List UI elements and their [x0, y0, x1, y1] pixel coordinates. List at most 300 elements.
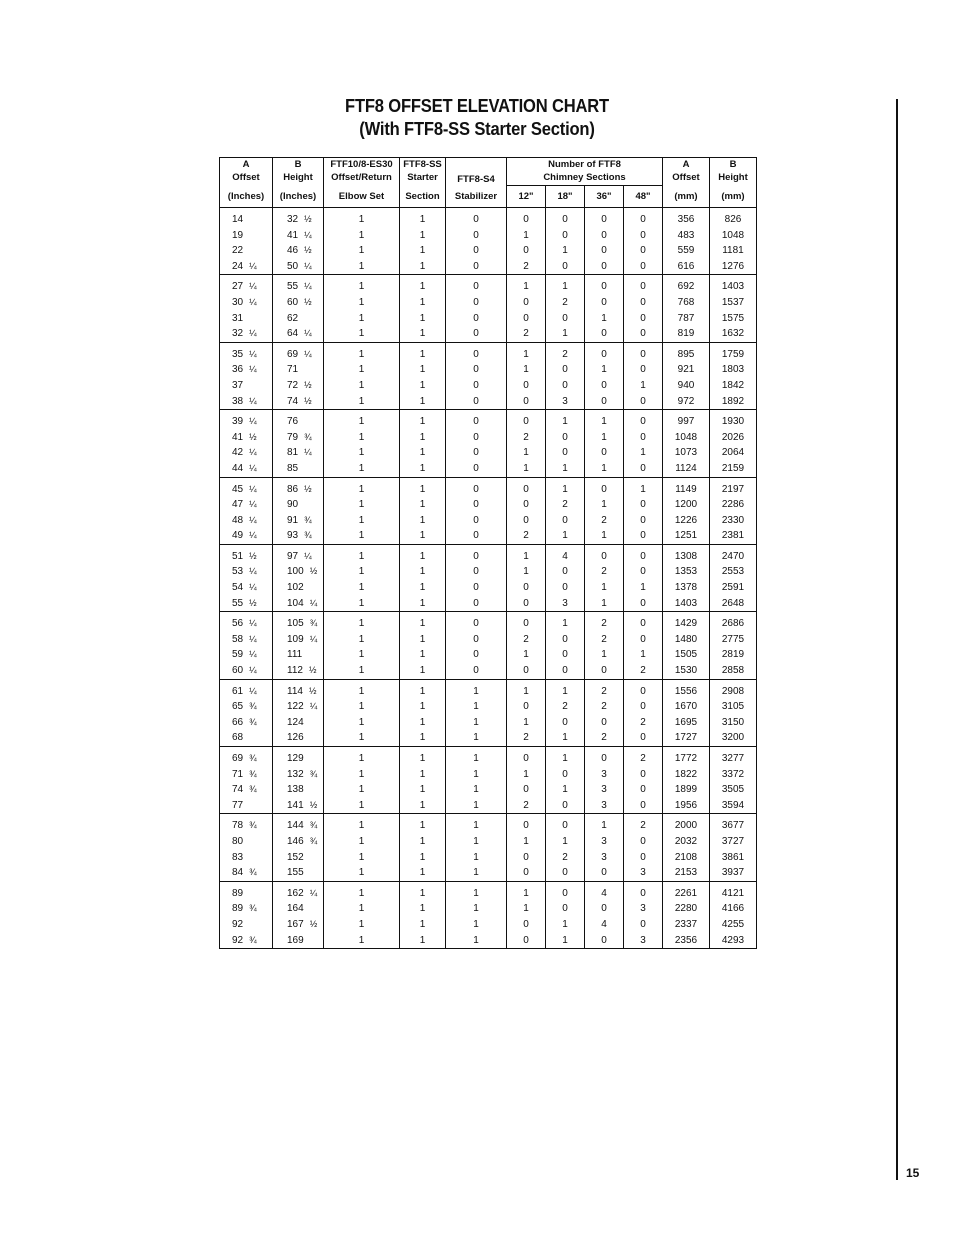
cell-18: 1 [546, 933, 585, 949]
cell-height-in: 169 [273, 933, 324, 949]
cell-12: 0 [507, 782, 546, 798]
cell-48: 0 [624, 564, 663, 580]
cell-offset-in: 47 ¼ [220, 497, 273, 513]
cell-12: 1 [507, 881, 546, 901]
col-amm-head: A Offset [663, 158, 710, 186]
cell-height-in: 74 ½ [273, 394, 324, 410]
cell-12: 0 [507, 295, 546, 311]
cell-stabilizer: 0 [446, 663, 507, 679]
cell-stabilizer: 0 [446, 528, 507, 544]
cell-36: 1 [585, 362, 624, 378]
cell-12: 1 [507, 342, 546, 362]
cell-starter: 1 [400, 477, 446, 497]
table-row [220, 410, 757, 430]
cell-height-in: 41 ¼ [273, 228, 324, 244]
cell-elbow: 1 [324, 814, 400, 834]
cell-12: 0 [507, 410, 546, 430]
cell-48: 1 [624, 580, 663, 596]
cell-height-mm: 3505 [710, 782, 757, 798]
cell-36: 0 [585, 933, 624, 949]
cell-36: 4 [585, 881, 624, 901]
cell-offset-mm: 2337 [663, 917, 710, 933]
cell-offset-in: 69 ¾ [220, 747, 273, 767]
cell-height-mm: 2026 [710, 430, 757, 446]
cell-offset-in: 48 ¼ [220, 513, 273, 529]
cell-height-in: 60 ½ [273, 295, 324, 311]
cell-48: 0 [624, 342, 663, 362]
cell-offset-mm: 1670 [663, 699, 710, 715]
cell-48: 1 [624, 477, 663, 497]
cell-18: 1 [546, 730, 585, 746]
cell-36: 0 [585, 228, 624, 244]
cell-18: 4 [546, 544, 585, 564]
cell-stabilizer: 0 [446, 580, 507, 596]
cell-offset-mm: 1200 [663, 497, 710, 513]
title-line-2: (With FTF8-SS Starter Section) [359, 119, 595, 139]
cell-48: 0 [624, 834, 663, 850]
col-sections-head: Number of FTF8 Chimney Sections [507, 158, 663, 186]
cell-starter: 1 [400, 394, 446, 410]
col-bmm-unit: (mm) [710, 186, 757, 208]
cell-18: 0 [546, 580, 585, 596]
table-row [220, 679, 757, 699]
table-row [220, 647, 757, 663]
cell-stabilizer: 1 [446, 881, 507, 901]
table-row [220, 295, 757, 311]
cell-18: 0 [546, 378, 585, 394]
cell-starter: 1 [400, 798, 446, 814]
cell-18: 0 [546, 259, 585, 275]
cell-starter: 1 [400, 295, 446, 311]
cell-offset-in: 92 [220, 917, 273, 933]
cell-offset-mm: 1353 [663, 564, 710, 580]
cell-elbow: 1 [324, 295, 400, 311]
cell-18: 0 [546, 311, 585, 327]
cell-12: 2 [507, 326, 546, 342]
cell-offset-mm: 2356 [663, 933, 710, 949]
cell-offset-mm: 940 [663, 378, 710, 394]
cell-starter: 1 [400, 917, 446, 933]
cell-elbow: 1 [324, 850, 400, 866]
cell-48: 0 [624, 208, 663, 228]
cell-18: 1 [546, 477, 585, 497]
cell-height-in: 46 ½ [273, 243, 324, 259]
cell-18: 2 [546, 342, 585, 362]
cell-elbow: 1 [324, 865, 400, 881]
cell-48: 0 [624, 497, 663, 513]
cell-elbow: 1 [324, 430, 400, 446]
cell-18: 1 [546, 917, 585, 933]
cell-starter: 1 [400, 901, 446, 917]
cell-starter: 1 [400, 834, 446, 850]
cell-elbow: 1 [324, 326, 400, 342]
cell-48: 0 [624, 326, 663, 342]
cell-offset-in: 71 ¾ [220, 767, 273, 783]
cell-height-mm: 3594 [710, 798, 757, 814]
cell-12: 1 [507, 901, 546, 917]
cell-12: 0 [507, 394, 546, 410]
cell-height-in: 100 ½ [273, 564, 324, 580]
cell-stabilizer: 1 [446, 834, 507, 850]
cell-starter: 1 [400, 259, 446, 275]
cell-18: 0 [546, 445, 585, 461]
cell-48: 2 [624, 747, 663, 767]
cell-stabilizer: 1 [446, 699, 507, 715]
col-elbow-head: FTF10/8-ES30 Offset/Return [324, 158, 400, 186]
cell-stabilizer: 0 [446, 461, 507, 477]
cell-18: 0 [546, 632, 585, 648]
cell-stabilizer: 0 [446, 326, 507, 342]
cell-starter: 1 [400, 564, 446, 580]
cell-18: 1 [546, 410, 585, 430]
cell-18: 1 [546, 834, 585, 850]
cell-height-mm: 4293 [710, 933, 757, 949]
cell-elbow: 1 [324, 580, 400, 596]
table-row [220, 497, 757, 513]
table-row [220, 445, 757, 461]
cell-height-mm: 1632 [710, 326, 757, 342]
cell-48: 2 [624, 715, 663, 731]
cell-48: 0 [624, 881, 663, 901]
cell-stabilizer: 1 [446, 782, 507, 798]
cell-18: 2 [546, 497, 585, 513]
cell-36: 1 [585, 580, 624, 596]
cell-height-mm: 4121 [710, 881, 757, 901]
cell-offset-mm: 1956 [663, 798, 710, 814]
cell-18: 0 [546, 430, 585, 446]
cell-elbow: 1 [324, 881, 400, 901]
cell-12: 0 [507, 933, 546, 949]
cell-36: 3 [585, 834, 624, 850]
cell-stabilizer: 0 [446, 632, 507, 648]
title-line-1: FTF8 OFFSET ELEVATION CHART [345, 96, 609, 116]
cell-stabilizer: 0 [446, 647, 507, 663]
cell-18: 0 [546, 798, 585, 814]
cell-elbow: 1 [324, 679, 400, 699]
cell-18: 0 [546, 228, 585, 244]
cell-18: 1 [546, 612, 585, 632]
col-b-unit: (Inches) [273, 186, 324, 208]
col-starter-sub: Section [400, 186, 446, 208]
cell-elbow: 1 [324, 311, 400, 327]
cell-12: 0 [507, 747, 546, 767]
cell-starter: 1 [400, 663, 446, 679]
cell-36: 1 [585, 461, 624, 477]
cell-offset-mm: 1556 [663, 679, 710, 699]
cell-height-mm: 1276 [710, 259, 757, 275]
cell-height-mm: 2381 [710, 528, 757, 544]
cell-height-mm: 2197 [710, 477, 757, 497]
cell-offset-in: 31 [220, 311, 273, 327]
cell-18: 0 [546, 901, 585, 917]
cell-height-mm: 2470 [710, 544, 757, 564]
cell-12: 0 [507, 663, 546, 679]
cell-offset-mm: 1480 [663, 632, 710, 648]
cell-starter: 1 [400, 461, 446, 477]
cell-elbow: 1 [324, 663, 400, 679]
cell-48: 1 [624, 445, 663, 461]
cell-elbow: 1 [324, 782, 400, 798]
cell-elbow: 1 [324, 243, 400, 259]
cell-starter: 1 [400, 410, 446, 430]
cell-elbow: 1 [324, 228, 400, 244]
col-bmm-head: B Height [710, 158, 757, 186]
cell-stabilizer: 1 [446, 679, 507, 699]
cell-offset-in: 56 ¼ [220, 612, 273, 632]
cell-offset-in: 41 ½ [220, 430, 273, 446]
cell-height-in: 129 [273, 747, 324, 767]
cell-offset-mm: 1530 [663, 663, 710, 679]
table-row [220, 326, 757, 342]
col-elbow-sub: Elbow Set [324, 186, 400, 208]
cell-elbow: 1 [324, 917, 400, 933]
cell-offset-in: 22 [220, 243, 273, 259]
cell-height-in: 141 ½ [273, 798, 324, 814]
cell-48: 0 [624, 782, 663, 798]
cell-48: 0 [624, 767, 663, 783]
cell-36: 0 [585, 326, 624, 342]
cell-height-mm: 1842 [710, 378, 757, 394]
cell-height-in: 114 ½ [273, 679, 324, 699]
cell-12: 1 [507, 544, 546, 564]
cell-elbow: 1 [324, 513, 400, 529]
cell-offset-mm: 1149 [663, 477, 710, 497]
cell-12: 0 [507, 865, 546, 881]
cell-elbow: 1 [324, 362, 400, 378]
cell-height-mm: 1930 [710, 410, 757, 430]
cell-36: 0 [585, 208, 624, 228]
cell-height-in: 50 ¼ [273, 259, 324, 275]
cell-height-in: 122 ¼ [273, 699, 324, 715]
cell-height-mm: 3727 [710, 834, 757, 850]
col-a-unit: (Inches) [220, 186, 273, 208]
cell-offset-mm: 1378 [663, 580, 710, 596]
cell-18: 1 [546, 747, 585, 767]
cell-18: 2 [546, 699, 585, 715]
table-row [220, 767, 757, 783]
cell-stabilizer: 1 [446, 747, 507, 767]
cell-elbow: 1 [324, 798, 400, 814]
cell-offset-in: 74 ¾ [220, 782, 273, 798]
cell-elbow: 1 [324, 715, 400, 731]
table-row [220, 798, 757, 814]
table-row [220, 243, 757, 259]
cell-stabilizer: 1 [446, 814, 507, 834]
cell-height-in: 72 ½ [273, 378, 324, 394]
cell-elbow: 1 [324, 647, 400, 663]
cell-36: 0 [585, 445, 624, 461]
cell-stabilizer: 0 [446, 430, 507, 446]
cell-offset-mm: 616 [663, 259, 710, 275]
col-amm-unit: (mm) [663, 186, 710, 208]
cell-starter: 1 [400, 767, 446, 783]
cell-48: 1 [624, 378, 663, 394]
cell-elbow: 1 [324, 730, 400, 746]
cell-elbow: 1 [324, 342, 400, 362]
cell-18: 1 [546, 243, 585, 259]
table-row [220, 715, 757, 731]
cell-36: 3 [585, 850, 624, 866]
table-row [220, 513, 757, 529]
table-row [220, 378, 757, 394]
cell-48: 3 [624, 933, 663, 949]
cell-48: 2 [624, 814, 663, 834]
cell-stabilizer: 0 [446, 243, 507, 259]
table-row [220, 564, 757, 580]
cell-elbow: 1 [324, 767, 400, 783]
cell-36: 1 [585, 814, 624, 834]
cell-offset-in: 27 ¼ [220, 275, 273, 295]
cell-offset-mm: 1308 [663, 544, 710, 564]
cell-elbow: 1 [324, 497, 400, 513]
table-row [220, 477, 757, 497]
cell-height-mm: 1892 [710, 394, 757, 410]
col-48-head: 48" [624, 186, 663, 208]
cell-12: 0 [507, 208, 546, 228]
table-row [220, 544, 757, 564]
cell-offset-mm: 2261 [663, 881, 710, 901]
cell-36: 0 [585, 901, 624, 917]
cell-height-mm: 2908 [710, 679, 757, 699]
table-row [220, 275, 757, 295]
cell-height-mm: 2648 [710, 596, 757, 612]
cell-offset-in: 60 ¼ [220, 663, 273, 679]
cell-12: 1 [507, 647, 546, 663]
cell-36: 0 [585, 747, 624, 767]
cell-48: 0 [624, 513, 663, 529]
table-row [220, 342, 757, 362]
cell-elbow: 1 [324, 259, 400, 275]
cell-height-mm: 1403 [710, 275, 757, 295]
cell-18: 1 [546, 528, 585, 544]
cell-stabilizer: 0 [446, 394, 507, 410]
cell-18: 1 [546, 782, 585, 798]
cell-12: 2 [507, 632, 546, 648]
cell-height-mm: 4166 [710, 901, 757, 917]
cell-36: 0 [585, 378, 624, 394]
cell-height-mm: 2591 [710, 580, 757, 596]
cell-offset-in: 39 ¼ [220, 410, 273, 430]
cell-offset-in: 53 ¼ [220, 564, 273, 580]
cell-18: 0 [546, 865, 585, 881]
cell-height-in: 85 [273, 461, 324, 477]
cell-18: 0 [546, 715, 585, 731]
table-row [220, 259, 757, 275]
cell-36: 0 [585, 342, 624, 362]
cell-stabilizer: 0 [446, 378, 507, 394]
cell-height-in: 90 [273, 497, 324, 513]
cell-height-mm: 1537 [710, 295, 757, 311]
cell-12: 1 [507, 228, 546, 244]
cell-offset-in: 36 ¼ [220, 362, 273, 378]
cell-offset-in: 44 ¼ [220, 461, 273, 477]
cell-height-in: 76 [273, 410, 324, 430]
cell-36: 0 [585, 865, 624, 881]
cell-36: 3 [585, 782, 624, 798]
cell-18: 2 [546, 295, 585, 311]
cell-height-mm: 1575 [710, 311, 757, 327]
cell-starter: 1 [400, 208, 446, 228]
table-row [220, 917, 757, 933]
cell-offset-mm: 768 [663, 295, 710, 311]
cell-12: 2 [507, 430, 546, 446]
cell-starter: 1 [400, 647, 446, 663]
cell-18: 1 [546, 679, 585, 699]
cell-stabilizer: 0 [446, 513, 507, 529]
cell-36: 1 [585, 528, 624, 544]
cell-offset-in: 42 ¼ [220, 445, 273, 461]
cell-stabilizer: 0 [446, 362, 507, 378]
cell-height-in: 126 [273, 730, 324, 746]
cell-offset-in: 37 [220, 378, 273, 394]
col-12-head: 12" [507, 186, 546, 208]
cell-height-in: 144 ¾ [273, 814, 324, 834]
cell-12: 0 [507, 612, 546, 632]
cell-48: 0 [624, 850, 663, 866]
cell-36: 2 [585, 612, 624, 632]
margin-rule [896, 99, 898, 1180]
cell-offset-in: 66 ¾ [220, 715, 273, 731]
cell-12: 2 [507, 798, 546, 814]
cell-48: 0 [624, 528, 663, 544]
cell-stabilizer: 1 [446, 767, 507, 783]
cell-18: 0 [546, 362, 585, 378]
cell-offset-in: 65 ¾ [220, 699, 273, 715]
cell-offset-mm: 2000 [663, 814, 710, 834]
cell-height-mm: 2686 [710, 612, 757, 632]
cell-height-in: 109 ¼ [273, 632, 324, 648]
cell-elbow: 1 [324, 477, 400, 497]
cell-starter: 1 [400, 679, 446, 699]
cell-48: 0 [624, 311, 663, 327]
cell-starter: 1 [400, 596, 446, 612]
cell-height-mm: 3861 [710, 850, 757, 866]
cell-36: 2 [585, 513, 624, 529]
cell-36: 0 [585, 275, 624, 295]
cell-offset-mm: 997 [663, 410, 710, 430]
cell-18: 1 [546, 461, 585, 477]
cell-18: 1 [546, 326, 585, 342]
table-row [220, 730, 757, 746]
cell-12: 0 [507, 580, 546, 596]
chart-title [38, 95, 916, 141]
cell-elbow: 1 [324, 208, 400, 228]
cell-12: 1 [507, 362, 546, 378]
cell-36: 2 [585, 679, 624, 699]
cell-offset-mm: 1899 [663, 782, 710, 798]
cell-elbow: 1 [324, 834, 400, 850]
cell-starter: 1 [400, 528, 446, 544]
cell-48: 0 [624, 295, 663, 311]
cell-stabilizer: 0 [446, 295, 507, 311]
cell-height-in: 105 ¾ [273, 612, 324, 632]
cell-offset-mm: 1695 [663, 715, 710, 731]
cell-starter: 1 [400, 430, 446, 446]
table-row [220, 881, 757, 901]
cell-elbow: 1 [324, 394, 400, 410]
table-row [220, 208, 757, 228]
cell-12: 1 [507, 679, 546, 699]
cell-height-mm: 2819 [710, 647, 757, 663]
cell-height-in: 167 ½ [273, 917, 324, 933]
col-stabilizer-sub: Stabilizer [446, 186, 507, 208]
cell-18: 0 [546, 767, 585, 783]
cell-offset-in: 14 [220, 208, 273, 228]
cell-offset-mm: 1505 [663, 647, 710, 663]
cell-height-in: 62 [273, 311, 324, 327]
cell-height-in: 164 [273, 901, 324, 917]
cell-48: 1 [624, 647, 663, 663]
